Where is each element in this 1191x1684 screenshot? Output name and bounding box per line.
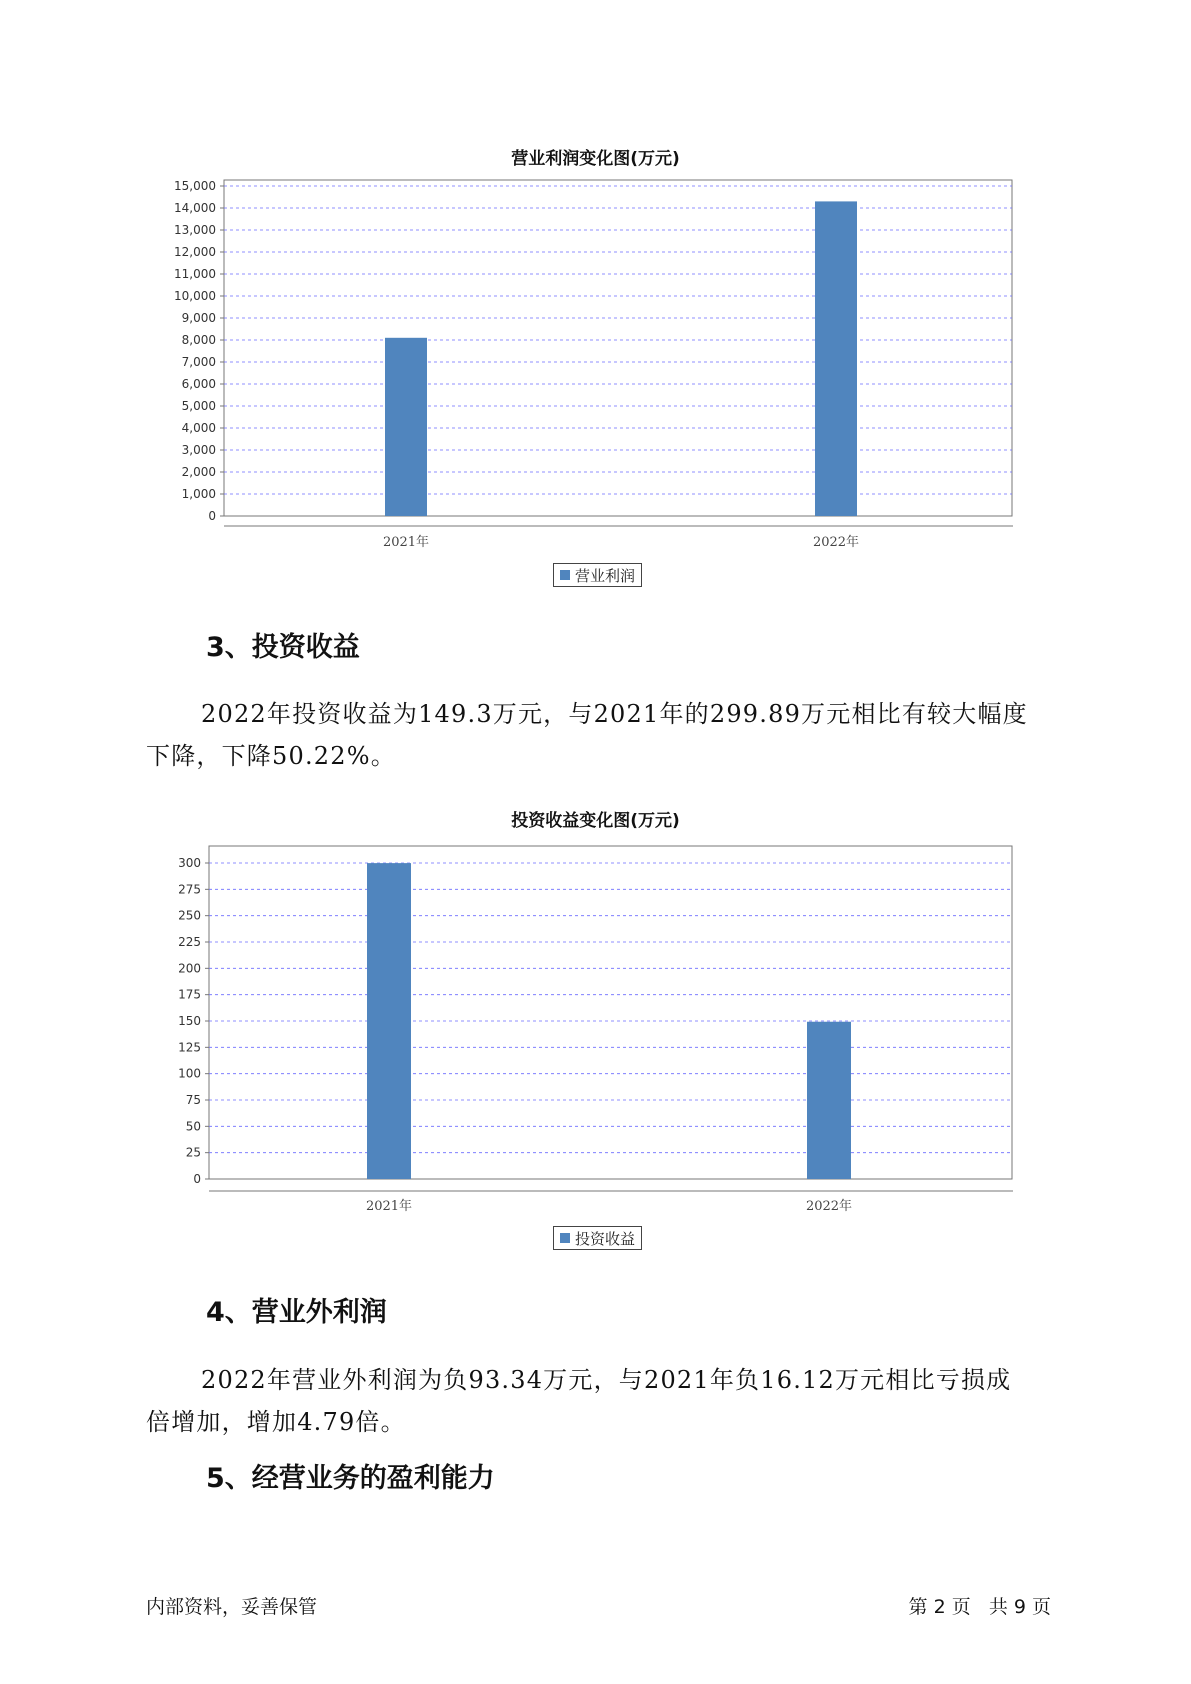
y-tick-label: 225 [178,935,201,949]
legend-label: 营业利润 [575,566,636,585]
section-4-paragraph-line2: 倍增加，增加4.79倍。 [146,1408,406,1436]
plot-area [209,846,1012,1179]
section-4-paragraph-line1: 2022年营业外利润为负93.34万元，与2021年负16.12万元相比亏损成 [201,1366,1012,1394]
y-tick-label: 75 [185,1093,201,1107]
chart-title-investment-income: 投资收益变化图(万元) [511,811,680,831]
section-5-heading: 5、经营业务的盈利能力 [206,1463,495,1494]
y-tick-label: 200 [178,961,201,976]
y-tick-label: 275 [178,882,201,897]
footer-page-number: 第 2 页 共 9 页 [908,1596,1051,1618]
x-tick-label: 2022年 [805,1199,853,1214]
legend-investment-income [553,1226,642,1250]
section-3-paragraph-line1: 2022年投资收益为149.3万元，与2021年的299.89万元相比有较大幅度 [201,700,1028,728]
y-tick-label: 12,000 [174,245,216,259]
y-tick-label: 9,000 [181,311,216,325]
y-tick-label: 14,000 [174,201,216,215]
y-tick-label: 0 [193,1172,201,1186]
x-tick-label: 2022年 [812,535,860,550]
section-3-heading: 3、投资收益 [206,632,360,663]
footer-confidential-note: 内部资料，妥善保管 [146,1596,318,1618]
y-tick-label: 5,000 [181,399,216,413]
y-tick-label: 10,000 [174,289,216,303]
bar-2021年 [367,863,411,1179]
y-tick-label: 15,000 [174,179,216,193]
y-tick-label: 11,000 [174,267,216,281]
legend-swatch [560,1233,570,1243]
chart-title-operating-profit: 营业利润变化图(万元) [511,149,680,169]
section-4-heading: 4、营业外利润 [206,1297,387,1328]
x-tick-label: 2021年 [365,1199,413,1214]
y-tick-label: 50 [185,1119,201,1134]
y-tick-label: 175 [178,987,201,1002]
y-tick-label: 8,000 [181,333,216,347]
y-tick-label: 2,000 [181,465,216,479]
legend-label: 投资收益 [575,1229,636,1248]
y-tick-label: 6,000 [181,377,216,391]
y-tick-label: 150 [178,1014,201,1028]
y-tick-label: 25 [185,1145,201,1160]
y-tick-label: 300 [178,856,201,870]
y-tick-label: 7,000 [181,355,216,369]
section-3-paragraph-line2: 下降，下降50.22%。 [146,742,396,770]
y-tick-label: 4,000 [181,421,216,435]
bar-2022年 [807,1022,851,1179]
y-tick-label: 100 [178,1066,201,1081]
y-tick-label: 125 [178,1040,201,1055]
y-tick-label: 0 [208,509,216,523]
y-tick-label: 13,000 [174,223,216,237]
x-tick-label: 2021年 [382,535,430,550]
y-tick-label: 1,000 [181,487,216,501]
y-tick-label: 3,000 [181,443,216,457]
y-tick-label: 250 [178,908,201,923]
